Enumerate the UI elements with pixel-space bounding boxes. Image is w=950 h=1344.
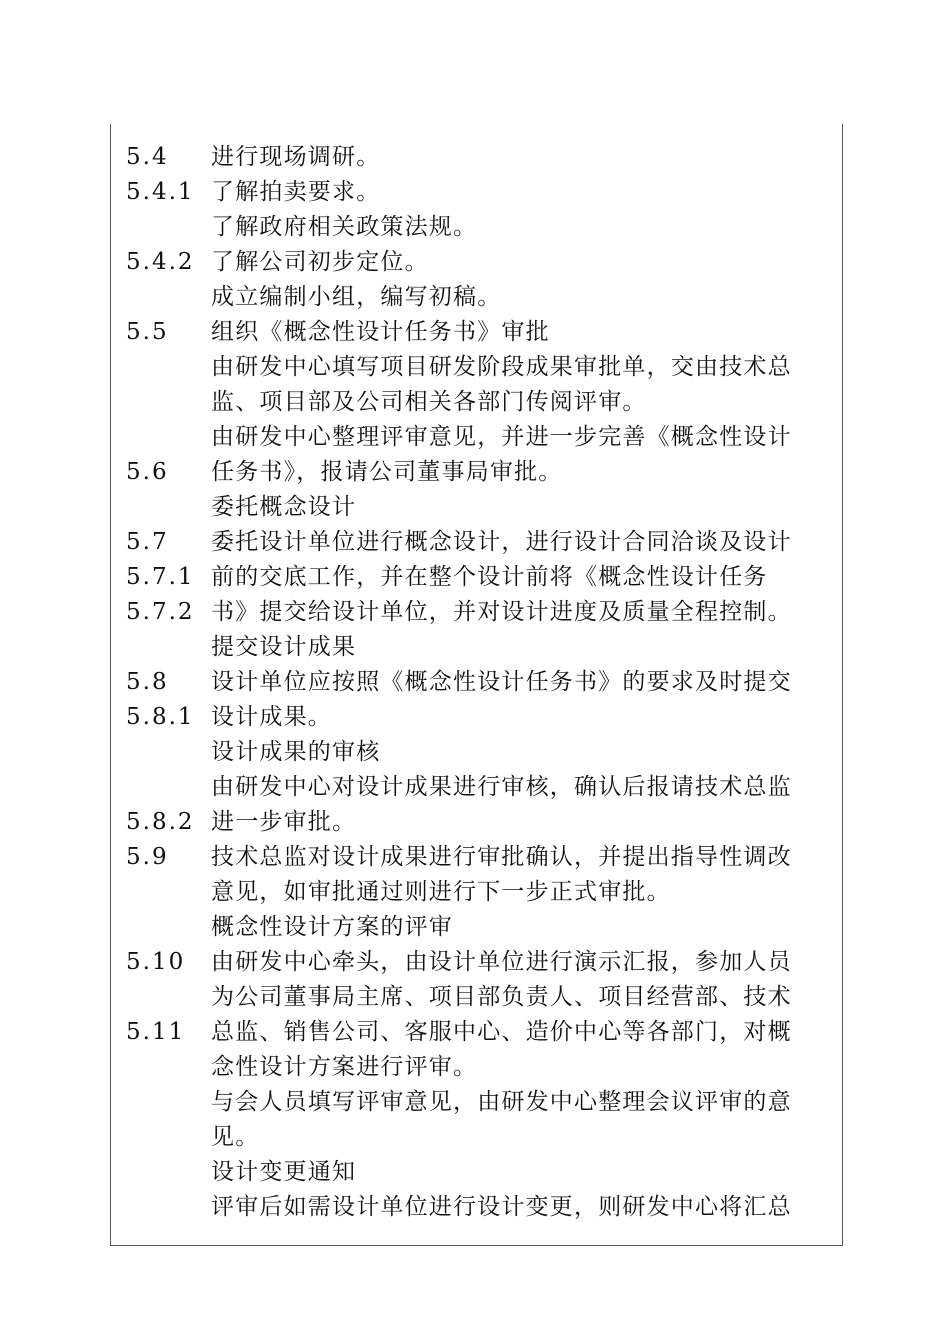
- section-number: 5.6: [126, 459, 169, 485]
- text-line: 为公司董事局主席、项目部负责人、项目经营部、技术: [211, 984, 792, 1010]
- section-number: 5.4: [126, 144, 169, 170]
- section-number: 5.4.2: [126, 249, 195, 275]
- text-line: 书》提交给设计单位，并对设计进度及质量全程控制。: [211, 599, 792, 625]
- text-line: 与会人员填写评审意见，由研发中心整理会议评审的意: [211, 1089, 792, 1115]
- section-number: 5.7.1: [126, 564, 195, 590]
- text-line: 了解公司初步定位。: [211, 249, 429, 275]
- section-number: 5.8: [126, 669, 169, 695]
- text-line: 设计单位应按照《概念性设计任务书》的要求及时提交: [211, 669, 792, 695]
- section-number: 5.11: [126, 1019, 186, 1045]
- text-line: 进一步审批。: [211, 809, 357, 835]
- section-number: 5.10: [126, 949, 186, 975]
- text-line: 评审后如需设计单位进行设计变更，则研发中心将汇总: [211, 1194, 792, 1220]
- text-line: 了解政府相关政策法规。: [211, 214, 478, 240]
- text-line: 委托概念设计: [211, 494, 357, 520]
- text-line: 意见，如审批通过则进行下一步正式审批。: [211, 879, 671, 905]
- text-line: 设计成果的审核: [211, 739, 381, 765]
- section-number: 5.5: [126, 319, 169, 345]
- section-number: 5.8.1: [126, 704, 195, 730]
- text-line: 成立编制小组，编写初稿。: [211, 284, 502, 310]
- text-line: 任务书》，报请公司董事局审批。: [211, 459, 563, 485]
- text-line: 提交设计成果: [211, 634, 357, 660]
- section-number: 5.9: [126, 844, 169, 870]
- text-line: 委托设计单位进行概念设计，进行设计合同洽谈及设计: [211, 529, 792, 555]
- text-line: 监、项目部及公司相关各部门传阅评审。: [211, 389, 647, 415]
- text-line: 由研发中心对设计成果进行审核，确认后报请技术总监: [211, 774, 792, 800]
- text-line: 见。: [211, 1124, 260, 1150]
- text-line: 前的交底工作，并在整个设计前将《概念性设计任务: [211, 564, 768, 590]
- section-number: 5.8.2: [126, 809, 195, 835]
- text-line: 了解拍卖要求。: [211, 179, 381, 205]
- text-line: 由研发中心填写项目研发阶段成果审批单，交由技术总: [211, 354, 792, 380]
- section-number: 5.7.2: [126, 599, 195, 625]
- section-number: 5.4.1: [126, 179, 195, 205]
- section-number: 5.7: [126, 529, 169, 555]
- text-line: 设计成果。: [211, 704, 332, 730]
- text-line: 组织《概念性设计任务书》审批: [211, 319, 550, 345]
- text-line: 设计变更通知: [211, 1159, 357, 1185]
- text-line: 由研发中心牵头，由设计单位进行演示汇报，参加人员: [211, 949, 792, 975]
- text-line: 念性设计方案进行评审。: [211, 1054, 478, 1080]
- text-line: 概念性设计方案的评审: [211, 914, 453, 940]
- text-line: 总监、销售公司、客服中心、造价中心等各部门，对概: [211, 1019, 792, 1045]
- text-line: 由研发中心整理评审意见，并进一步完善《概念性设计: [211, 424, 792, 450]
- text-line: 进行现场调研。: [211, 144, 381, 170]
- text-line: 技术总监对设计成果进行审批确认，并提出指导性调改: [211, 844, 792, 870]
